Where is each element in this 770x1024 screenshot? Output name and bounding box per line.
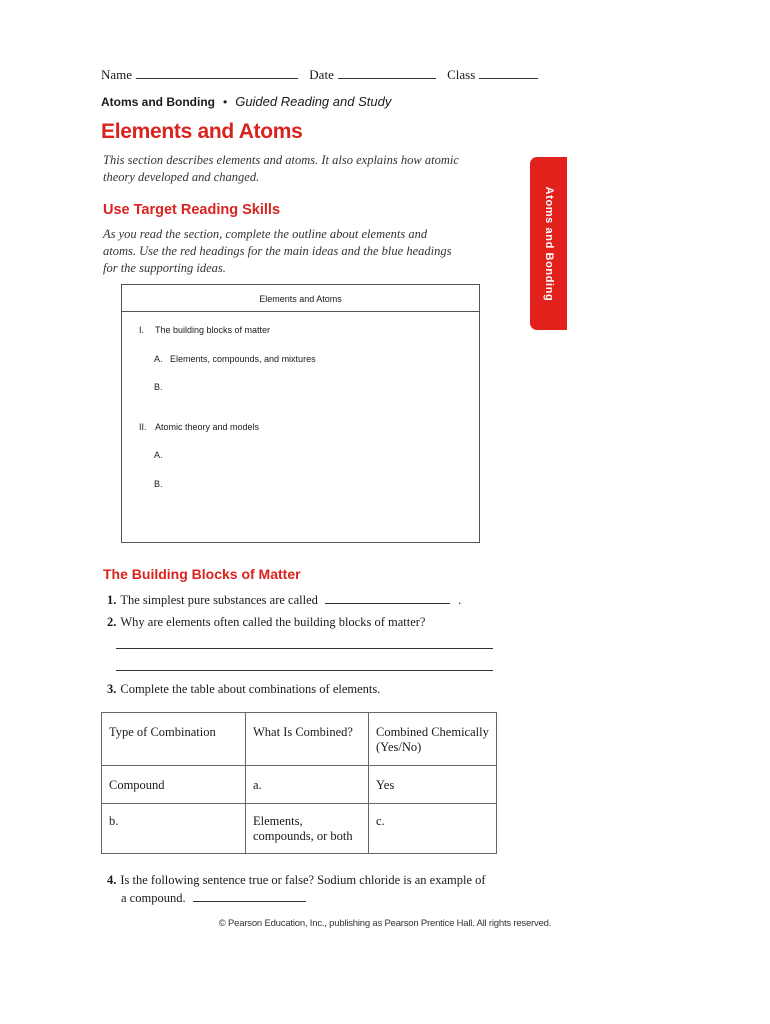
- outline-item-iia[interactable]: [154, 450, 170, 460]
- skills-instructions: As you read the section, complete the outline about elements and atoms. Use the red headings for the main ideas and the blue headings for the supporting ideas.: [103, 227, 452, 275]
- name-label: Name: [101, 67, 133, 82]
- question-4: [107, 873, 486, 888]
- question-number: 3.: [107, 682, 117, 696]
- table-cell: Compound: [102, 766, 246, 804]
- date-field[interactable]: [338, 66, 436, 79]
- question-text: The simplest pure substances are called: [120, 593, 318, 607]
- table-cell: Yes: [369, 766, 497, 804]
- chapter-side-tab: [530, 157, 567, 330]
- table-cell-answer[interactable]: c.: [369, 804, 497, 854]
- question-number: 1.: [107, 593, 117, 607]
- outline-item-i: [139, 325, 270, 335]
- outline-text: The building blocks of matter: [155, 325, 271, 335]
- question-number: 2.: [107, 615, 117, 629]
- outline-item-ia: [154, 354, 316, 364]
- outline-item-ii: [139, 422, 259, 432]
- section-intro: This section describes elements and atoms. It also explains how atomic theory developed and changed.: [103, 153, 459, 184]
- table-header: What Is Combined?: [246, 713, 369, 766]
- question-1: [107, 591, 461, 608]
- question-4-line-2: [121, 889, 306, 906]
- outline-title: Elements and Atoms: [259, 294, 342, 304]
- q2-answer-line-1[interactable]: [116, 648, 493, 649]
- question-end: .: [458, 593, 462, 607]
- question-3: [107, 682, 380, 697]
- table-header: Type of Combination: [102, 713, 246, 766]
- table-cell: Elements, compounds, or both: [246, 804, 369, 854]
- q1-answer-blank[interactable]: [325, 591, 450, 604]
- guide-name: Guided Reading and Study: [235, 94, 392, 109]
- outline-letter: A.: [154, 354, 163, 364]
- separator-dot: •: [223, 95, 228, 109]
- outline-text: Elements, compounds, and mixtures: [170, 354, 316, 364]
- q2-answer-line-2[interactable]: [116, 670, 493, 671]
- outline-letter: B.: [154, 479, 163, 489]
- outline-letter: A.: [154, 450, 163, 460]
- question-text: Complete the table about combinations of elements.: [120, 682, 381, 696]
- building-blocks-heading: The Building Blocks of Matter: [103, 566, 301, 582]
- table-cell-answer[interactable]: b.: [102, 804, 246, 854]
- course-name: Atoms and Bonding: [101, 95, 215, 109]
- student-info-line: [101, 66, 538, 83]
- table-row: [102, 766, 497, 804]
- table-header: Combined Chemically (Yes/No): [369, 713, 497, 766]
- side-tab-label: Atoms and Bonding: [542, 186, 555, 301]
- question-2: [107, 615, 425, 630]
- date-label: Date: [309, 67, 334, 82]
- outline-item-ib[interactable]: [154, 382, 170, 392]
- q4-answer-blank[interactable]: [193, 889, 306, 902]
- table-cell-answer[interactable]: a.: [246, 766, 369, 804]
- class-field[interactable]: [479, 66, 538, 79]
- question-text: Is the following sentence true or false? Sodium chloride is an example of: [120, 873, 486, 887]
- table-header-row: [102, 713, 497, 766]
- chapter-subtitle: [101, 94, 391, 109]
- copyright-notice: © Pearson Education, Inc., publishing as Pearson Prentice Hall. All rights reserved.: [218, 918, 552, 929]
- question-number: 4.: [107, 873, 117, 887]
- outline-number: II.: [139, 422, 147, 432]
- name-field[interactable]: [136, 66, 298, 79]
- question-text: a compound.: [121, 891, 186, 905]
- outline-box: [121, 284, 480, 543]
- outline-letter: B.: [154, 382, 163, 392]
- skills-heading: Use Target Reading Skills: [103, 202, 281, 218]
- page-title: Elements and Atoms: [101, 120, 303, 143]
- table-row: [102, 804, 497, 854]
- class-label: Class: [447, 67, 476, 82]
- question-text: Why are elements often called the building blocks of matter?: [120, 615, 426, 629]
- outline-item-iib[interactable]: [154, 479, 170, 489]
- combination-table: [101, 712, 497, 854]
- outline-number: I.: [139, 325, 145, 335]
- outline-divider: [122, 311, 479, 312]
- outline-text: Atomic theory and models: [155, 422, 260, 432]
